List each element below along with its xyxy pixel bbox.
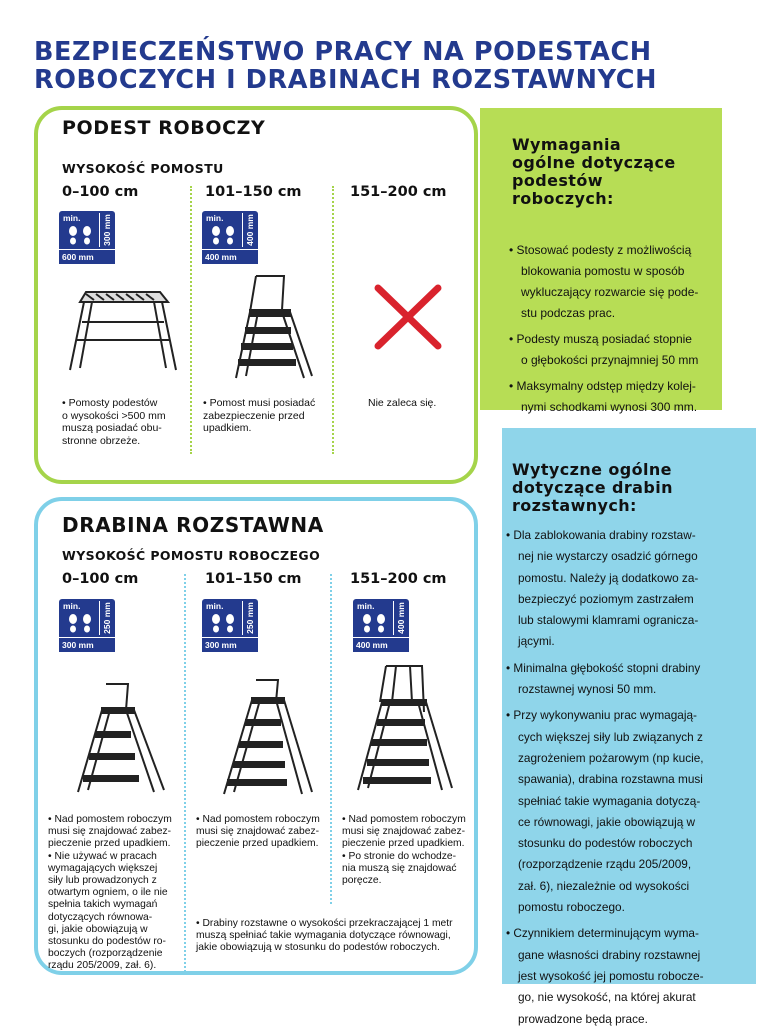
podest-note-3 [368,397,468,410]
list-item [506,658,736,701]
list-item [506,525,736,653]
badge-min-label: min. [357,601,375,611]
list-line: jącymi. [518,634,555,649]
note-line: wymagających większej [48,862,158,874]
note-line: upadkiem. [203,422,252,435]
footprints-icon [206,612,240,634]
badge-min-label: min. [206,213,224,223]
note-line: • Nad pomostem roboczym [342,814,466,825]
title-line: roboczych: [512,189,614,208]
list-line: zagrożeniem pożarowym (np kucie, [518,750,704,765]
note-line: pieczenie przed upadkiem. [48,838,171,850]
list-line: • Stosować podesty z możliwością [509,243,692,257]
note-line: • Nad pomostem roboczym [48,814,172,825]
drabina-title: DRABINA ROZSTAWNA [62,513,324,537]
note-line: • Nie używać w pracach [48,850,157,862]
note-line: dotyczących równowa- [48,911,153,923]
list-line: jest wysokość jej pomostu robocze- [518,968,704,983]
podest-low-illustration [64,282,182,374]
note-line: • Drabiny rozstawne o wysokości przekraczającej 1 metr [196,918,453,929]
badge-width-label: 400 mm [353,637,409,652]
page-title-line-1: BEZPIECZEŃSTWO PRACY NA PODESTACH [34,37,652,67]
list-item [506,923,736,1029]
podest-requirements-title [512,136,717,208]
podest-note-2 [203,397,331,435]
list-line: zał. 6), niezależnie od wysokości [518,878,690,893]
title-line: Wytyczne ogólne [512,460,672,479]
title-line: dotyczące drabin [512,478,673,497]
badge-depth-label: 400 mm [396,602,406,634]
drabina-range-3: 151–200 cm [350,571,447,587]
drabina-note-3 [342,814,476,887]
list-line: spawania), drabina rozstawna musi [518,772,703,787]
podest-title: PODEST ROBOCZY [62,117,266,139]
note-line: jakie obowiązują w stosunku do podestów roboczych. [196,942,440,954]
list-line: nej nie wystarczy osadzić górnego [518,549,698,564]
list-line: stosunku do podestów roboczych [518,836,693,851]
divider [184,574,186,972]
note-line: musi się znajdować zabez- [342,826,466,838]
badge-width-label: 300 mm [202,637,258,652]
drabina-footnote [196,918,476,955]
podest-requirements-list [509,240,719,423]
badge-depth-label: 300 mm [102,214,112,246]
list-line: blokowania pomostu w sposób [521,264,685,278]
page-title-line-2: ROBOCZYCH I DRABINACH ROZSTAWNYCH [34,65,658,95]
page-title [34,38,734,94]
list-line: lub stalowymi klamrami ogranicza- [518,613,699,628]
badge-width-label: 300 mm [59,637,115,652]
ladder-mid-illustration [216,676,316,800]
note-line: stronne obrzeże. [62,434,141,447]
step-size-badge [202,211,258,265]
drabina-note-2 [196,814,330,851]
badge-depth-label: 250 mm [102,602,112,634]
note-line: poręcze. [342,875,382,887]
note-line: muszą posiadać obu- [62,422,162,435]
title-line: rozstawnych: [512,496,637,515]
list-line: gane własności drabiny rozstawnej [518,947,701,962]
podest-range-1: 0–100 cm [62,184,139,200]
note-line: rządu 205/2009, zał. 6). [48,960,157,972]
note-line: otwartym ogniem, o ile nie [48,887,168,899]
note-line: gi, jakie obowiązują w [48,923,148,935]
step-size-badge [59,211,115,265]
note-line: o wysokości >500 mm [62,409,166,422]
list-line: • Podesty muszą posiadać stopnie [509,332,692,346]
list-line: (rozporządzenie rządu 205/2009, [518,857,692,872]
ladder-high-illustration [352,662,458,796]
list-item [509,376,719,418]
list-item [506,705,736,918]
list-item [509,329,719,371]
not-recommended-cross-icon [372,282,444,352]
note-line: • Pomosty podestów [62,397,158,409]
list-line: • Czynnikiem determinującym wyma- [506,926,699,941]
divider [332,186,334,454]
badge-min-label: min. [63,601,81,611]
list-line: wykluczający rozwarcie się pode- [521,285,699,299]
list-line: rozstawnej wynosi 50 mm. [518,682,657,697]
note-line: pieczenie przed upadkiem. [342,838,465,850]
ladder-low-illustration [72,680,168,796]
note-line: nia muszą się znajdować [342,862,457,874]
title-line: ogólne dotyczące [512,153,676,172]
list-line: stu podczas prac. [521,306,616,320]
list-line: pomostu roboczego. [518,900,625,915]
list-line: o głębokości przynajmniej 50 mm [521,353,699,367]
footprints-icon [206,224,240,246]
note-line: boczych (rozporządzenie [48,948,163,960]
note-line: • Pomost musi posiadać [203,397,316,409]
divider [190,186,192,454]
note-line: pieczenie przed upadkiem. [196,838,319,850]
note-line: musi się znajdować zabez- [196,826,320,838]
podest-range-2: 101–150 cm [205,184,302,200]
title-line: Wymagania [512,135,622,154]
list-line: • Przy wykonywaniu prac wymagają- [506,708,697,723]
ladder-guidelines-title [512,461,742,515]
list-line: • Dla zablokowania drabiny rozstaw- [506,528,696,542]
note-line: • Nad pomostem roboczym [196,814,320,825]
footprints-icon [63,612,97,634]
list-item [509,240,719,324]
footprints-icon [357,612,391,634]
footprints-icon [63,224,97,246]
note-line: • Po stronie do wchodze- [342,850,457,862]
list-line: ce równowagi, jakie obowiązują w [518,814,696,829]
podest-mid-illustration [232,272,316,382]
list-line: go, nie wysokość, na której akurat [518,990,696,1005]
note-line: musi się znajdować zabez- [48,826,172,838]
step-size-badge [353,599,409,653]
note-line: Nie zaleca się. [368,397,437,409]
podest-subtitle: WYSOKOŚĆ POMOSTU [62,161,224,176]
badge-width-label: 400 mm [202,249,258,264]
step-size-badge [202,599,258,653]
badge-depth-label: 250 mm [245,602,255,634]
drabina-subtitle: WYSOKOŚĆ POMOSTU ROBOCZEGO [62,548,321,563]
podest-note-1 [62,397,184,447]
step-size-badge [59,599,115,653]
badge-width-label: 600 mm [59,249,115,264]
divider [330,574,332,904]
list-line: • Minimalna głębokość stopni drabiny [506,660,701,675]
list-line: nymi schodkami wynosi 300 mm. [521,400,698,414]
note-line: siły lub prowadzonych z [48,875,157,887]
podest-range-3: 151–200 cm [350,184,447,200]
badge-min-label: min. [63,213,81,223]
title-line: podestów [512,171,603,190]
badge-min-label: min. [206,601,224,611]
drabina-note-1 [48,814,184,973]
note-line: stosunku do podestów ro- [48,936,166,948]
note-line: muszą spełniać takie wymagania dotyczące równowagi, [196,930,451,942]
note-line: zabezpieczenie przed [203,409,305,422]
list-line: • Maksymalny odstęp między kolej- [509,379,696,393]
list-line: prowadzone będą prace. [518,1011,648,1026]
drabina-range-2: 101–150 cm [205,571,302,587]
list-line: spełniać takie wymagania dotyczą- [518,793,701,808]
drabina-range-1: 0–100 cm [62,571,139,587]
list-line: pomostu. Należy ją dodatkowo za- [518,570,699,585]
list-line: bezpieczyć poziomym zastrzałem [518,591,694,606]
ladder-guidelines-list [506,525,736,1035]
badge-depth-label: 400 mm [245,214,255,246]
list-line: cych większej siły lub związanych z [518,729,703,744]
note-line: spełnia takich wymagań [48,899,158,911]
